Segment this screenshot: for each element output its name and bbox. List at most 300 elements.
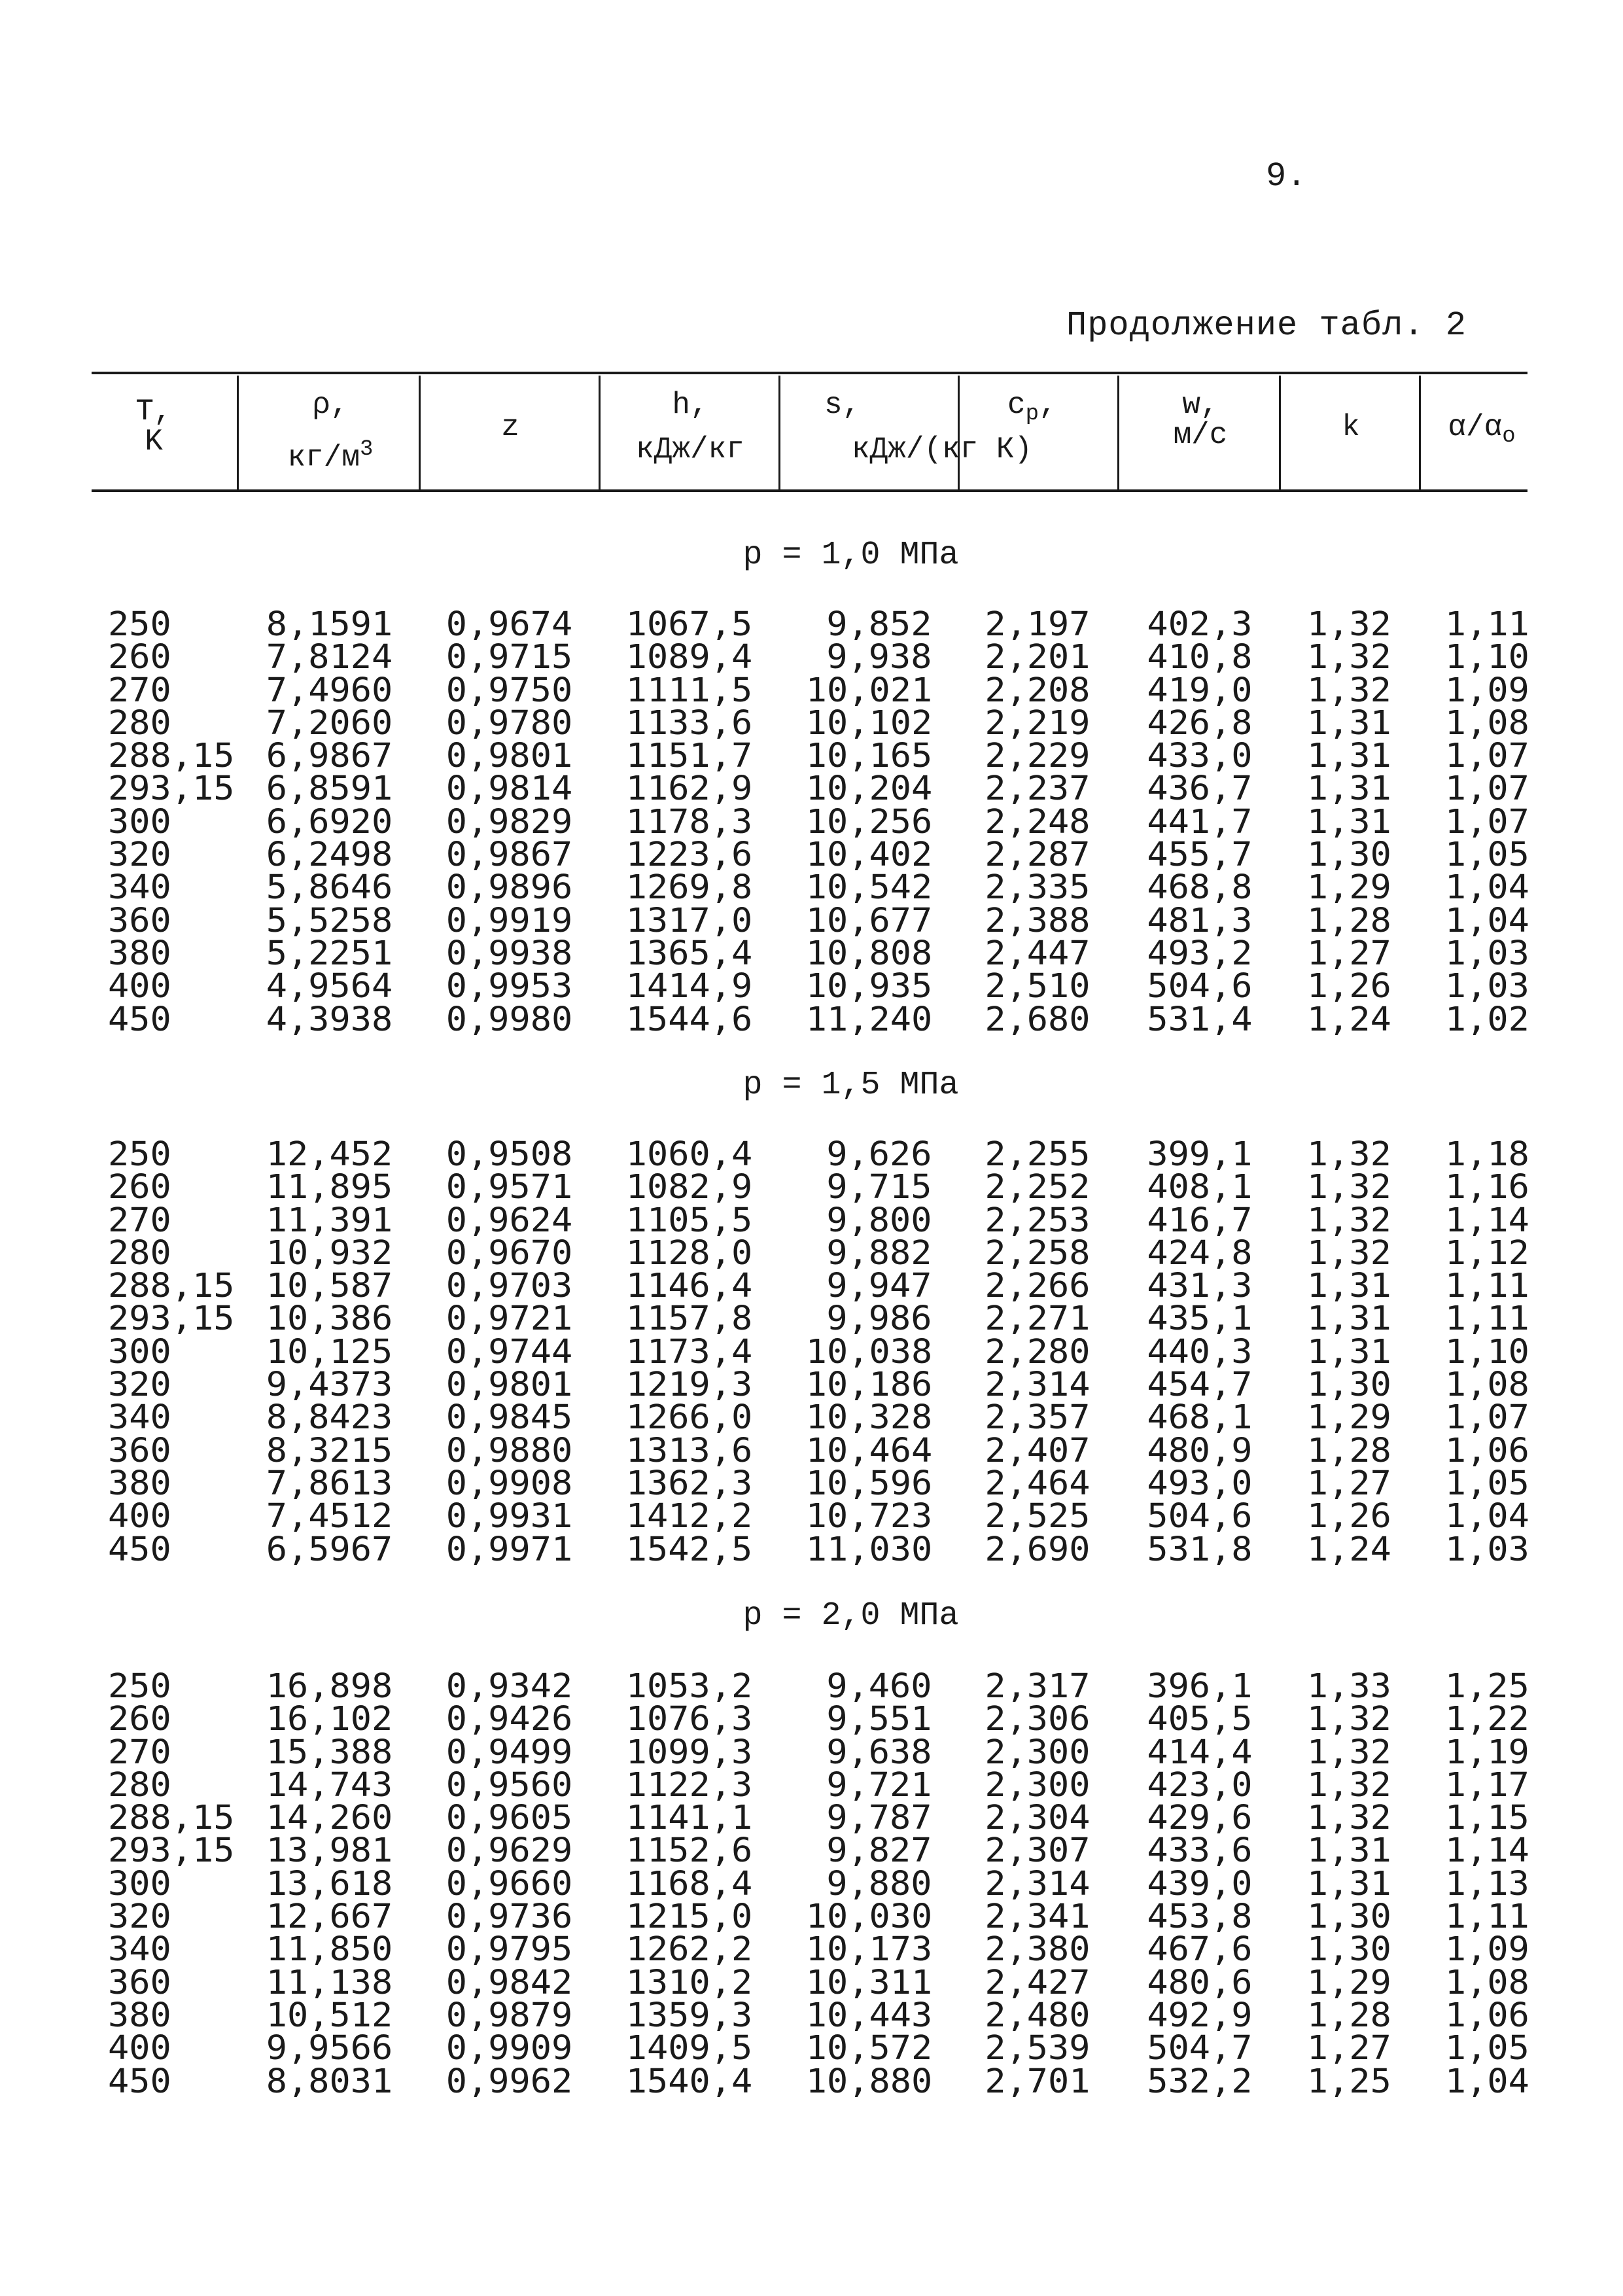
cell-alpha-ratio: 1,04: [1445, 2062, 1529, 2101]
cell-z: 0,9908: [445, 1464, 572, 1503]
cell-density: 7,4960: [266, 671, 393, 710]
cell-sound-speed: 436,7: [1147, 769, 1253, 809]
cell-cp: 2,701: [985, 2062, 1091, 2101]
cell-enthalpy: 1133,6: [625, 703, 752, 743]
cell-entropy: 9,938: [826, 638, 932, 677]
cell-z: 0,9744: [445, 1332, 572, 1371]
header-temperature-symbol: T,: [135, 395, 172, 429]
cell-density: 8,8423: [266, 1398, 393, 1438]
header-divider: [599, 376, 601, 489]
table-row: [0, 1530, 1623, 1569]
header-divider: [237, 376, 239, 489]
cell-entropy: 11,030: [805, 1530, 932, 1569]
cell-k: 1,25: [1307, 2062, 1391, 2101]
cell-alpha-ratio: 1,03: [1445, 934, 1529, 973]
header-alpha-ratio: [1426, 408, 1537, 455]
cell-density: 7,8613: [266, 1464, 393, 1503]
table-row: [0, 2029, 1623, 2068]
cell-sound-speed: 431,3: [1147, 1267, 1253, 1306]
cell-sound-speed: 480,9: [1147, 1431, 1253, 1470]
header-enthalpy: [605, 386, 775, 468]
cell-enthalpy: 1409,5: [625, 2029, 752, 2068]
cell-entropy: 10,723: [805, 1497, 932, 1536]
cell-density: 6,8591: [266, 769, 393, 809]
header-temperature: [105, 393, 203, 461]
cell-enthalpy: 1540,4: [625, 2062, 752, 2101]
cell-cp: 2,539: [985, 2029, 1091, 2068]
cell-cp: 2,464: [985, 1464, 1091, 1503]
cell-cp: 2,314: [985, 1366, 1091, 1405]
cell-sound-speed: 405,5: [1147, 1700, 1253, 1739]
table-row: [0, 1898, 1623, 1937]
cell-temperature: 380: [108, 934, 171, 973]
cell-temperature: 380: [108, 1464, 171, 1503]
table-row: [0, 1332, 1623, 1371]
cell-z: 0,9571: [445, 1168, 572, 1207]
cell-z: 0,9953: [445, 967, 572, 1006]
cell-entropy: 10,328: [805, 1398, 932, 1438]
cell-enthalpy: 1359,3: [625, 1996, 752, 2035]
table-row: [0, 605, 1623, 644]
cell-temperature: 340: [108, 868, 171, 908]
cell-alpha-ratio: 1,08: [1445, 703, 1529, 743]
cell-density: 5,5258: [266, 901, 393, 940]
cell-k: 1,28: [1307, 1431, 1391, 1470]
cell-entropy: 10,572: [805, 2029, 932, 2068]
cell-enthalpy: 1223,6: [625, 836, 752, 875]
cell-z: 0,9980: [445, 1000, 572, 1039]
section-pressure-label: p = 2,0 МПа: [742, 1597, 959, 1634]
table-row: [0, 1996, 1623, 2035]
cell-k: 1,26: [1307, 1497, 1391, 1536]
cell-z: 0,9962: [445, 2062, 572, 2101]
cell-alpha-ratio: 1,13: [1445, 1864, 1529, 1903]
cell-alpha-ratio: 1,06: [1445, 1996, 1529, 2035]
cell-k: 1,28: [1307, 1996, 1391, 2035]
table-row: [0, 1667, 1623, 1706]
cell-temperature: 293,15: [108, 1831, 235, 1871]
cell-cp: 2,287: [985, 836, 1091, 875]
cell-cp: 2,480: [985, 1996, 1091, 2035]
cell-entropy: 9,852: [826, 605, 932, 644]
cell-entropy: 9,551: [826, 1700, 932, 1739]
cell-alpha-ratio: 1,09: [1445, 1930, 1529, 1969]
cell-alpha-ratio: 1,09: [1445, 671, 1529, 710]
cell-sound-speed: 492,9: [1147, 1996, 1253, 2035]
cell-cp: 2,237: [985, 769, 1091, 809]
cell-density: 6,9867: [266, 737, 393, 776]
cell-temperature: 270: [108, 1733, 171, 1772]
cell-alpha-ratio: 1,16: [1445, 1168, 1529, 1207]
table-row: [0, 1497, 1623, 1536]
cell-entropy: 10,102: [805, 703, 932, 743]
table-row: [0, 1431, 1623, 1470]
page-number: 9.: [1266, 157, 1307, 196]
cell-density: 6,2498: [266, 836, 393, 875]
cell-sound-speed: 455,7: [1147, 836, 1253, 875]
cell-cp: 2,280: [985, 1332, 1091, 1371]
cell-k: 1,32: [1307, 1135, 1391, 1174]
cell-k: 1,29: [1307, 868, 1391, 908]
cell-k: 1,30: [1307, 1898, 1391, 1937]
cell-k: 1,27: [1307, 1464, 1391, 1503]
cell-enthalpy: 1053,2: [625, 1667, 752, 1706]
cell-sound-speed: 414,4: [1147, 1733, 1253, 1772]
header-divider: [419, 376, 421, 489]
cell-cp: 2,300: [985, 1733, 1091, 1772]
cell-entropy: 9,947: [826, 1267, 932, 1306]
cell-density: 12,452: [266, 1135, 393, 1174]
table-row: [0, 1299, 1623, 1339]
cell-z: 0,9670: [445, 1233, 572, 1273]
header-divider: [1117, 376, 1119, 489]
cell-density: 10,386: [266, 1299, 393, 1339]
cell-density: 8,1591: [266, 605, 393, 644]
cell-sound-speed: 531,4: [1147, 1000, 1253, 1039]
header-sound-speed-symbol: w,: [1182, 388, 1219, 422]
cell-z: 0,9780: [445, 703, 572, 743]
cell-cp: 2,253: [985, 1201, 1091, 1240]
header-divider: [778, 376, 780, 489]
cell-density: 16,898: [266, 1667, 393, 1706]
cell-cp: 2,341: [985, 1898, 1091, 1937]
header-compressibility: [425, 408, 595, 446]
cell-temperature: 288,15: [108, 1799, 235, 1838]
cell-entropy: 10,256: [805, 802, 932, 841]
cell-k: 1,27: [1307, 2029, 1391, 2068]
cell-k: 1,32: [1307, 1765, 1391, 1805]
cell-enthalpy: 1151,7: [625, 737, 752, 776]
cell-temperature: 360: [108, 901, 171, 940]
cell-z: 0,9629: [445, 1831, 572, 1871]
table-row: [0, 1366, 1623, 1405]
cell-alpha-ratio: 1,10: [1445, 638, 1529, 677]
cell-k: 1,32: [1307, 1201, 1391, 1240]
cell-density: 15,388: [266, 1733, 393, 1772]
cell-temperature: 380: [108, 1996, 171, 2035]
cell-sound-speed: 468,1: [1147, 1398, 1253, 1438]
table-row: [0, 1700, 1623, 1739]
table-row: [0, 1267, 1623, 1306]
cell-temperature: 450: [108, 1000, 171, 1039]
cell-z: 0,9721: [445, 1299, 572, 1339]
header-temperature-unit: K: [145, 425, 163, 459]
cell-z: 0,9931: [445, 1497, 572, 1536]
table-row: [0, 2062, 1623, 2101]
cell-density: 14,260: [266, 1799, 393, 1838]
cell-temperature: 450: [108, 1530, 171, 1569]
header-isentropic-exponent: [1285, 408, 1416, 446]
cell-alpha-ratio: 1,11: [1445, 605, 1529, 644]
table-header-bottom-rule: [92, 489, 1527, 492]
cell-entropy: 9,460: [826, 1667, 932, 1706]
cell-temperature: 293,15: [108, 1299, 235, 1339]
cell-alpha-ratio: 1,14: [1445, 1201, 1529, 1240]
cell-k: 1,31: [1307, 1864, 1391, 1903]
cell-enthalpy: 1310,2: [625, 1963, 752, 2002]
cell-entropy: 10,542: [805, 868, 932, 908]
cell-alpha-ratio: 1,03: [1445, 1530, 1529, 1569]
cell-cp: 2,266: [985, 1267, 1091, 1306]
cell-sound-speed: 504,6: [1147, 1497, 1253, 1536]
cell-cp: 2,317: [985, 1667, 1091, 1706]
cell-temperature: 400: [108, 2029, 171, 2068]
cell-k: 1,32: [1307, 605, 1391, 644]
cell-k: 1,32: [1307, 638, 1391, 677]
cell-density: 11,850: [266, 1930, 393, 1969]
cell-enthalpy: 1219,3: [625, 1366, 752, 1405]
cell-enthalpy: 1152,6: [625, 1831, 752, 1871]
cell-alpha-ratio: 1,18: [1445, 1135, 1529, 1174]
cell-z: 0,9814: [445, 769, 572, 809]
header-heat-capacity-symbol: $c_p$,: [1007, 388, 1057, 427]
cell-density: 7,8124: [266, 638, 393, 677]
cell-entropy: 9,880: [826, 1864, 932, 1903]
cell-temperature: 400: [108, 967, 171, 1006]
cell-entropy: 9,787: [826, 1799, 932, 1838]
cell-sound-speed: 419,0: [1147, 671, 1253, 710]
cell-z: 0,9736: [445, 1898, 572, 1937]
cell-density: 5,8646: [266, 868, 393, 908]
cell-alpha-ratio: 1,10: [1445, 1332, 1529, 1371]
table-row: [0, 1464, 1623, 1503]
cell-entropy: 9,827: [826, 1831, 932, 1871]
cell-alpha-ratio: 1,17: [1445, 1765, 1529, 1805]
cell-sound-speed: 433,6: [1147, 1831, 1253, 1871]
cell-alpha-ratio: 1,15: [1445, 1799, 1529, 1838]
table-continuation-title: Продолжение табл. 2: [1066, 306, 1467, 345]
cell-temperature: 300: [108, 802, 171, 841]
cell-z: 0,9938: [445, 934, 572, 973]
cell-k: 1,33: [1307, 1667, 1391, 1706]
data-block-1-0-mpa: [0, 605, 1623, 1039]
cell-sound-speed: 410,8: [1147, 638, 1253, 677]
cell-z: 0,9829: [445, 802, 572, 841]
header-heat-capacity: [968, 386, 1112, 433]
cell-density: 10,125: [266, 1332, 393, 1371]
cell-enthalpy: 1317,0: [625, 901, 752, 940]
cell-temperature: 340: [108, 1930, 171, 1969]
cell-z: 0,9909: [445, 2029, 572, 2068]
cell-sound-speed: 402,3: [1147, 605, 1253, 644]
table-row: [0, 1233, 1623, 1273]
cell-alpha-ratio: 1,07: [1445, 737, 1529, 776]
cell-temperature: 270: [108, 1201, 171, 1240]
cell-entropy: 9,800: [826, 1201, 932, 1240]
header-density: [249, 386, 412, 476]
header-compressibility-symbol: z: [501, 410, 519, 444]
table-row: [0, 1733, 1623, 1772]
cell-cp: 2,335: [985, 868, 1091, 908]
cell-sound-speed: 493,0: [1147, 1464, 1253, 1503]
cell-k: 1,28: [1307, 901, 1391, 940]
header-alpha-ratio-symbol: $\alpha/\alpha_o$: [1448, 410, 1516, 450]
cell-entropy: 9,721: [826, 1765, 932, 1805]
table-row: [0, 967, 1623, 1006]
cell-entropy: 10,021: [805, 671, 932, 710]
cell-alpha-ratio: 1,03: [1445, 967, 1529, 1006]
cell-entropy: 10,677: [805, 901, 932, 940]
cell-entropy: 10,173: [805, 1930, 932, 1969]
cell-entropy: 10,935: [805, 967, 932, 1006]
section-pressure-label: p = 1,0 МПа: [742, 537, 959, 574]
cell-entropy: 10,596: [805, 1464, 932, 1503]
table-row: [0, 671, 1623, 710]
cell-cp: 2,525: [985, 1497, 1091, 1536]
table-row: [0, 836, 1623, 875]
cell-cp: 2,510: [985, 967, 1091, 1006]
cell-cp: 2,314: [985, 1864, 1091, 1903]
cell-sound-speed: 532,2: [1147, 2062, 1253, 2101]
cell-enthalpy: 1544,6: [625, 1000, 752, 1039]
cell-enthalpy: 1365,4: [625, 934, 752, 973]
cell-z: 0,9801: [445, 737, 572, 776]
cell-alpha-ratio: 1,05: [1445, 1464, 1529, 1503]
cell-z: 0,9842: [445, 1963, 572, 2002]
cell-temperature: 450: [108, 2062, 171, 2101]
cell-enthalpy: 1262,2: [625, 1930, 752, 1969]
cell-density: 11,138: [266, 1963, 393, 2002]
cell-enthalpy: 1266,0: [625, 1398, 752, 1438]
cell-enthalpy: 1105,5: [625, 1201, 752, 1240]
cell-density: 10,932: [266, 1233, 393, 1273]
cell-density: 4,3938: [266, 1000, 393, 1039]
table-row: [0, 769, 1623, 809]
cell-sound-speed: 453,8: [1147, 1898, 1253, 1937]
cell-k: 1,29: [1307, 1963, 1391, 2002]
cell-k: 1,31: [1307, 1267, 1391, 1306]
cell-density: 11,895: [266, 1168, 393, 1207]
cell-k: 1,24: [1307, 1000, 1391, 1039]
table-row: [0, 1963, 1623, 2002]
table-row: [0, 638, 1623, 677]
cell-entropy: 10,204: [805, 769, 932, 809]
cell-k: 1,32: [1307, 671, 1391, 710]
cell-z: 0,9750: [445, 671, 572, 710]
cell-k: 1,31: [1307, 737, 1391, 776]
cell-cp: 2,427: [985, 1963, 1091, 2002]
cell-cp: 2,300: [985, 1765, 1091, 1805]
cell-z: 0,9342: [445, 1667, 572, 1706]
cell-z: 0,9660: [445, 1864, 572, 1903]
table-row: [0, 802, 1623, 841]
data-block-2-0-mpa: [0, 1667, 1623, 2101]
cell-entropy: 10,030: [805, 1898, 932, 1937]
cell-k: 1,30: [1307, 836, 1391, 875]
header-isentropic-exponent-symbol: k: [1342, 410, 1360, 444]
cell-temperature: 260: [108, 638, 171, 677]
cell-sound-speed: 424,8: [1147, 1233, 1253, 1273]
header-enthalpy-unit: кДж/кг: [636, 433, 744, 467]
cell-cp: 2,690: [985, 1530, 1091, 1569]
table-row: [0, 703, 1623, 743]
cell-enthalpy: 1060,4: [625, 1135, 752, 1174]
cell-alpha-ratio: 1,19: [1445, 1733, 1529, 1772]
cell-z: 0,9508: [445, 1135, 572, 1174]
table-row: [0, 1000, 1623, 1039]
cell-entropy: 9,638: [826, 1733, 932, 1772]
cell-cp: 2,388: [985, 901, 1091, 940]
cell-k: 1,31: [1307, 802, 1391, 841]
cell-alpha-ratio: 1,05: [1445, 836, 1529, 875]
cell-entropy: 10,165: [805, 737, 932, 776]
cell-enthalpy: 1173,4: [625, 1332, 752, 1371]
cell-cp: 2,357: [985, 1398, 1091, 1438]
cell-cp: 2,447: [985, 934, 1091, 973]
cell-cp: 2,680: [985, 1000, 1091, 1039]
cell-sound-speed: 426,8: [1147, 703, 1253, 743]
cell-enthalpy: 1414,9: [625, 967, 752, 1006]
cell-density: 4,9564: [266, 967, 393, 1006]
cell-z: 0,9896: [445, 868, 572, 908]
cell-enthalpy: 1128,0: [625, 1233, 752, 1273]
cell-enthalpy: 1082,9: [625, 1168, 752, 1207]
cell-z: 0,9703: [445, 1267, 572, 1306]
cell-z: 0,9499: [445, 1733, 572, 1772]
cell-enthalpy: 1157,8: [625, 1299, 752, 1339]
cell-density: 13,618: [266, 1864, 393, 1903]
cell-alpha-ratio: 1,02: [1445, 1000, 1529, 1039]
cell-z: 0,9845: [445, 1398, 572, 1438]
cell-enthalpy: 1162,9: [625, 769, 752, 809]
cell-density: 7,2060: [266, 703, 393, 743]
cell-alpha-ratio: 1,04: [1445, 1497, 1529, 1536]
cell-sound-speed: 504,7: [1147, 2029, 1253, 2068]
cell-enthalpy: 1215,0: [625, 1898, 752, 1937]
cell-alpha-ratio: 1,11: [1445, 1267, 1529, 1306]
header-sound-speed-unit: м/с: [1173, 418, 1228, 452]
cell-density: 14,743: [266, 1765, 393, 1805]
cell-z: 0,9795: [445, 1930, 572, 1969]
cell-sound-speed: 481,3: [1147, 901, 1253, 940]
cell-temperature: 360: [108, 1431, 171, 1470]
table-row: [0, 1864, 1623, 1903]
cell-alpha-ratio: 1,05: [1445, 2029, 1529, 2068]
cell-z: 0,9880: [445, 1431, 572, 1470]
cell-density: 6,5967: [266, 1530, 393, 1569]
cell-cp: 2,219: [985, 703, 1091, 743]
cell-temperature: 260: [108, 1700, 171, 1739]
header-density-unit: $кг/м^3$: [287, 437, 374, 475]
cell-alpha-ratio: 1,04: [1445, 901, 1529, 940]
cell-sound-speed: 440,3: [1147, 1332, 1253, 1371]
cell-sound-speed: 408,1: [1147, 1168, 1253, 1207]
cell-alpha-ratio: 1,08: [1445, 1366, 1529, 1405]
cell-sound-speed: 454,7: [1147, 1366, 1253, 1405]
cell-k: 1,26: [1307, 967, 1391, 1006]
cell-cp: 2,201: [985, 638, 1091, 677]
cell-temperature: 360: [108, 1963, 171, 2002]
cell-z: 0,9971: [445, 1530, 572, 1569]
cell-temperature: 280: [108, 1765, 171, 1805]
cell-density: 8,3215: [266, 1431, 393, 1470]
cell-temperature: 293,15: [108, 769, 235, 809]
table-row: [0, 1168, 1623, 1207]
cell-k: 1,32: [1307, 1233, 1391, 1273]
cell-density: 6,6920: [266, 802, 393, 841]
cell-temperature: 320: [108, 1898, 171, 1937]
cell-density: 5,2251: [266, 934, 393, 973]
table-top-rule: [92, 372, 1527, 374]
cell-alpha-ratio: 1,12: [1445, 1233, 1529, 1273]
cell-k: 1,27: [1307, 934, 1391, 973]
cell-entropy: 9,626: [826, 1135, 932, 1174]
cell-entropy: 9,715: [826, 1168, 932, 1207]
cell-temperature: 270: [108, 671, 171, 710]
header-divider: [1419, 376, 1421, 489]
cell-cp: 2,229: [985, 737, 1091, 776]
cell-z: 0,9715: [445, 638, 572, 677]
